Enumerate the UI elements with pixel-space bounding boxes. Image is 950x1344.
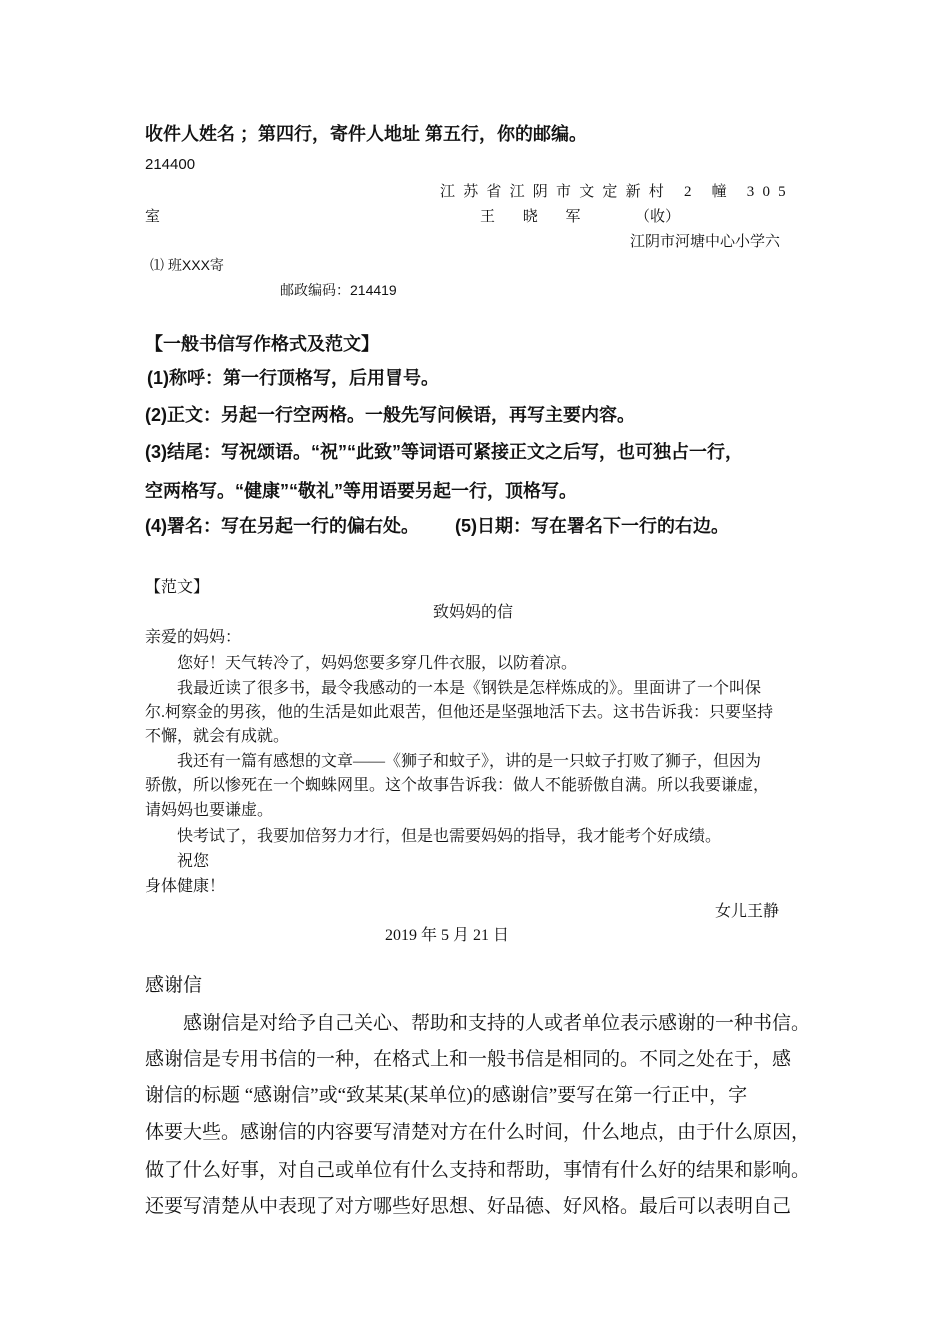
sample-closing-wish: 身体健康！: [145, 878, 226, 895]
thanks-title: 感谢信: [145, 975, 203, 996]
sender-address: 江阴市河塘中心小学六: [630, 234, 781, 250]
recipient-suffix: （收）: [635, 209, 681, 225]
sample-line: 尔.柯察金的男孩，他的生活是如此艰苦，但他还是坚强地活下去。这书告诉我：只要坚持: [145, 704, 774, 721]
format-item-5: (5)日期：写在署名下一行的右边。: [455, 516, 729, 536]
sample-title: 致妈妈的信: [433, 604, 514, 621]
sample-date: 2019 年 5 月 21 日: [385, 927, 510, 944]
sender-zip: 邮政编码：214419: [280, 282, 397, 298]
format-heading: 【一般书信写作格式及范文】: [145, 334, 379, 354]
sample-line: 不懈，就会有成就。: [145, 728, 290, 745]
thanks-line: 体要大些。感谢信的内容要写清楚对方在什么时间，什么地点，由于什么原因，: [145, 1122, 811, 1143]
sample-line: 快考试了，我要加倍努力才行，但是也需要妈妈的指导，我才能考个好成绩。: [177, 828, 722, 845]
thanks-line: 感谢信是对给予自己关心、帮助和支持的人或者单位表示感谢的一种书信。: [183, 1013, 811, 1034]
thanks-line: 谢信的标题 “感谢信”或“致某某(某单位)的感谢信”要写在第一行正中，字: [145, 1085, 748, 1106]
sample-closing: 祝您: [177, 853, 210, 870]
sample-line: 我还有一篇有感想的文章——《狮子和蚊子》，讲的是一只蚊子打败了狮子，但因为: [177, 753, 762, 770]
sample-line: 骄傲，所以惨死在一个蜘蛛网里。这个故事告诉我：做人不能骄傲自满。所以我要谦虚，: [145, 777, 770, 794]
format-item-1: (1)称呼：第一行顶格写，后用冒号。: [147, 368, 439, 388]
sender-class: ⑴ 班XXX寄: [150, 257, 224, 273]
sample-greeting: 亲爱的妈妈：: [145, 629, 242, 646]
recipient-name: 王 晓 军: [480, 209, 593, 225]
thanks-line: 做了什么好事，对自己或单位有什么支持和帮助，事情有什么好的结果和影响。: [145, 1160, 811, 1181]
sample-label: 【范文】: [145, 579, 210, 596]
sample-line: 我最近读了很多书，最令我感动的一本是《钢铁是怎样炼成的》。里面讲了一个叫保: [177, 680, 762, 697]
envelope-instruction: 收件人姓名 ；第四行，寄件人地址 第五行，你的邮编。: [145, 124, 587, 144]
recipient-address-end: 室: [145, 209, 161, 225]
format-item-4: (4)署名：写在另起一行的偏右处。: [145, 516, 419, 536]
sample-line: 您好！天气转冷了，妈妈您要多穿几件衣服，以防着凉。: [177, 655, 578, 672]
format-item-3: (3)结尾：写祝颂语。“祝”“此致”等词语可紧接正文之后写，也可独占一行，: [145, 442, 743, 462]
format-item-3-cont: 空两格写。“健康”“敬礼”等用语要另起一行，顶格写。: [145, 481, 577, 501]
thanks-line: 还要写清楚从中表现了对方哪些好思想、好品德、好风格。最后可以表明自己: [145, 1196, 792, 1217]
recipient-zip: 214400: [145, 156, 196, 173]
sample-line: 请妈妈也要谦虚。: [145, 802, 274, 819]
format-item-2: (2)正文：另起一行空两格。一般先写问候语，再写主要内容。: [145, 405, 635, 425]
recipient-address: 江苏省江阴市文定新村 2 幢 305: [440, 184, 794, 200]
thanks-line: 感谢信是专用书信的一种，在格式上和一般书信是相同的。不同之处在于，感: [145, 1049, 792, 1070]
sample-signature: 女儿王静: [715, 903, 780, 920]
